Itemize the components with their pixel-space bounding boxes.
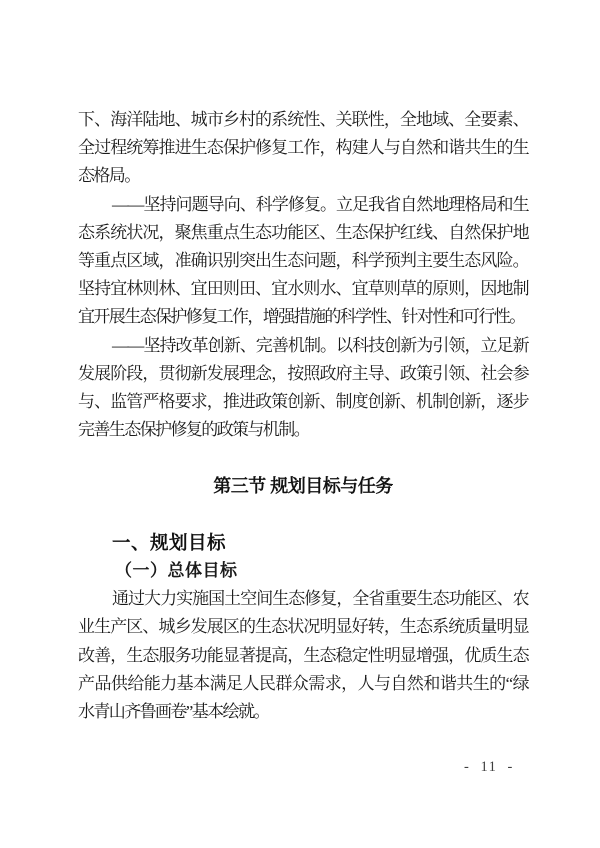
body-line: 宜开展生态保护修复工作，增强措施的科学性、针对性和可行性。: [78, 307, 525, 327]
body-line: 坚持宜林则林、宜田则田、宜水则水、宜草则草的原则，因地制: [78, 279, 528, 299]
body-line: ——坚持改革创新、完善机制。以科技创新为引领，立足新: [112, 335, 528, 355]
subsection-heading: 一、规划目标: [112, 531, 227, 553]
body-line: 通过大力实施国土空间生态修复，全省重要生态功能区、农: [112, 589, 528, 609]
line-spacer: [78, 501, 528, 529]
body-line: 态格局。: [78, 166, 140, 186]
body-line: 态系统状况，聚焦重点生态功能区、生态保护红线、自然保护地: [78, 222, 528, 242]
page-body-text: [78, 106, 528, 726]
body-line: 与、监管严格要求，推进政策创新、制度创新、机制创新，逐步: [78, 391, 528, 411]
body-line: 发展阶段，贯彻新发展理念，按照政府主导、政策引领、社会参: [78, 363, 528, 383]
body-line: 业生产区、城乡发展区的生态状况明显好转，生态系统质量明显: [78, 617, 528, 637]
body-line: 全过程统筹推进生态保护修复工作，构建人与自然和谐共生的生: [78, 138, 528, 158]
body-line: 等重点区域，准确识别突出生态问题，科学预判主要生态风险。: [78, 250, 528, 270]
body-line: 水青山齐鲁画卷”基本绘就。: [78, 701, 269, 721]
section-heading: 第三节 规划目标与任务: [213, 476, 393, 497]
body-line: 改善，生态服务功能显著提高，生态稳定性明显增强，优质生态: [78, 645, 528, 665]
line-spacer: [78, 444, 528, 472]
body-line: 完善生态保护修复的政策与机制。: [78, 420, 309, 440]
body-line: 产品供给能力基本满足人民群众需求，人与自然和谐共生的“绿: [78, 673, 528, 693]
body-line: 下、海洋陆地、城市乡村的系统性、关联性，全地域、全要素、: [78, 110, 528, 129]
body-line: ——坚持问题导向、科学修复。立足我省自然地理格局和生: [112, 194, 528, 214]
page-number: - 11 -: [464, 759, 514, 775]
clause-heading: （一）总体目标: [115, 561, 238, 580]
